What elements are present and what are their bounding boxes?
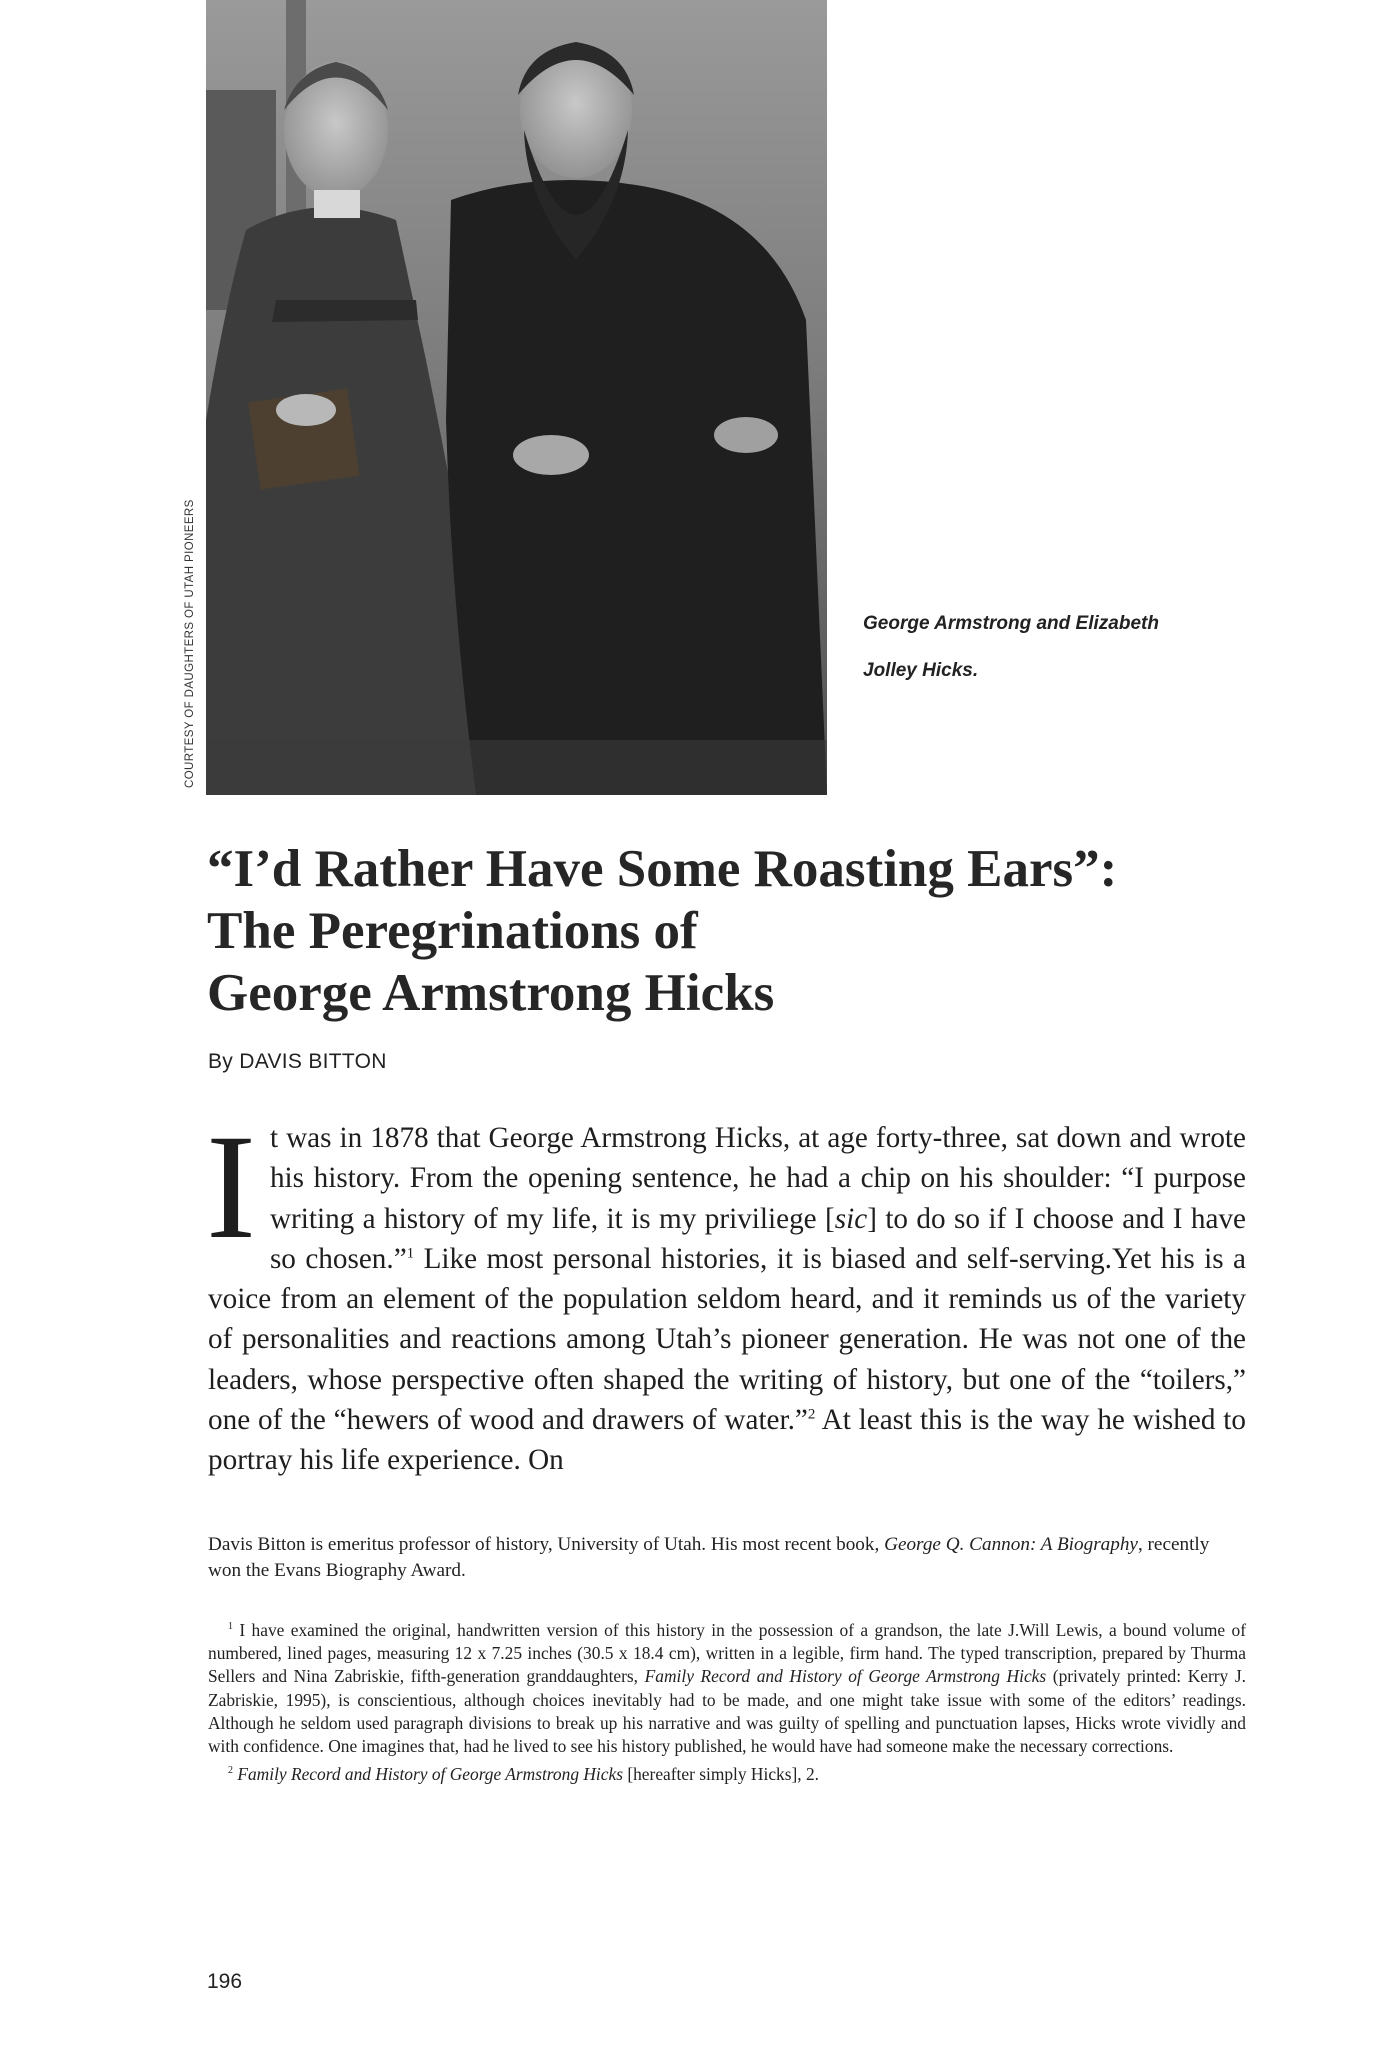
footnote-ref[interactable]: 2 <box>807 1406 816 1423</box>
photo-credit: COURTESY OF DAUGHTERS OF UTAH PIONEERS <box>184 499 196 788</box>
footnote-italic: Family Record and History of George Armstrong Hicks <box>237 1763 623 1784</box>
drop-cap: I <box>206 1104 256 1270</box>
footnote-text: I have examined the original, handwritten version of this history in the possession of a grandson, the late J.Will Lewis, a bound volume of numbered, lined pages, measuring 12 x 7.25 inches (30.5 x 18.4 cm), written in a legible, firm hand. The typed transcription, prepared by Thurma Sellers and Nina Zabriskie, fifth-generation granddaughters, <box>208 1619 1246 1687</box>
photograph-image <box>206 0 827 795</box>
title-line: The Peregrinations of <box>207 902 698 960</box>
opening-paragraph <box>206 1104 1246 1481</box>
body-text-part: Like most personal histories, it is biased and self-serving.Yet his is a voice from an element of the population seldom heard, and it reminds us of the variety of personalities and reactions among Utah’s pioneer generation. He was not one of the leaders, whose perspective often shaped the writing of history, but one of the “toilers,” one of the “hewers of wood and drawers of water.” <box>208 1242 1246 1437</box>
footnote <box>208 1759 1246 1786</box>
body-text-part: At least this is the way he wished to portray his life experience. On <box>208 1404 1246 1477</box>
caption-line: George Armstrong and Elizabeth <box>863 613 1159 634</box>
footnote-ref[interactable]: 1 <box>406 1245 415 1262</box>
author-note-text: , recently won the Evans Biography Award. <box>208 1534 1210 1581</box>
footnote <box>208 1615 1246 1759</box>
body-text-part: ] to do so if I choose and I have so chosen.” <box>269 1202 1246 1275</box>
footnote-italic: Family Record and History of George Armstrong Hicks <box>644 1666 1047 1687</box>
book-title: George Q. Cannon: A Biography <box>884 1534 1138 1555</box>
footnote-text: (privately printed: Kerry J. Zabriskie, 1995), is conscientious, although choices inevitably had to be made, and one might take issue with some of the editors’ readings. Although he seldom used paragraph divisions to break up his narrative and was guilty of spelling and punctuation lapses, Hicks wrote vividly and with confidence. One imagines that, had he lived to see his history published, he would have had someone make the necessary corrections. <box>208 1666 1246 1757</box>
photo-caption <box>863 600 1223 694</box>
caption-line: Jolley Hicks. <box>863 660 979 681</box>
footnotes <box>208 1615 1246 1786</box>
body-text-part: t was in 1878 that George Armstrong Hicks, at age forty-three, sat down and wrote his history. From the opening sentence, he had a chip on his shoulder: “I purpose writing a history of my life, it is my priviliege [ <box>269 1122 1246 1235</box>
sic-italic: sic <box>834 1202 868 1235</box>
footnote-number: 1 <box>228 1621 233 1632</box>
portrait-photograph <box>206 0 827 795</box>
title-line: “I’d Rather Have Some Roasting Ears”: <box>207 840 1118 898</box>
article-title <box>207 838 1247 1024</box>
byline: By DAVIS BITTON <box>208 1050 387 1073</box>
footnote-number: 2 <box>228 1764 233 1776</box>
title-line: George Armstrong Hicks <box>207 964 775 1022</box>
author-note <box>208 1532 1246 1583</box>
author-note-text: Davis Bitton is emeritus professor of history, University of Utah. His most recent book, <box>208 1534 885 1555</box>
footnote-text: [hereafter simply Hicks], 2. <box>622 1763 820 1784</box>
page-number: 196 <box>207 1970 243 1993</box>
